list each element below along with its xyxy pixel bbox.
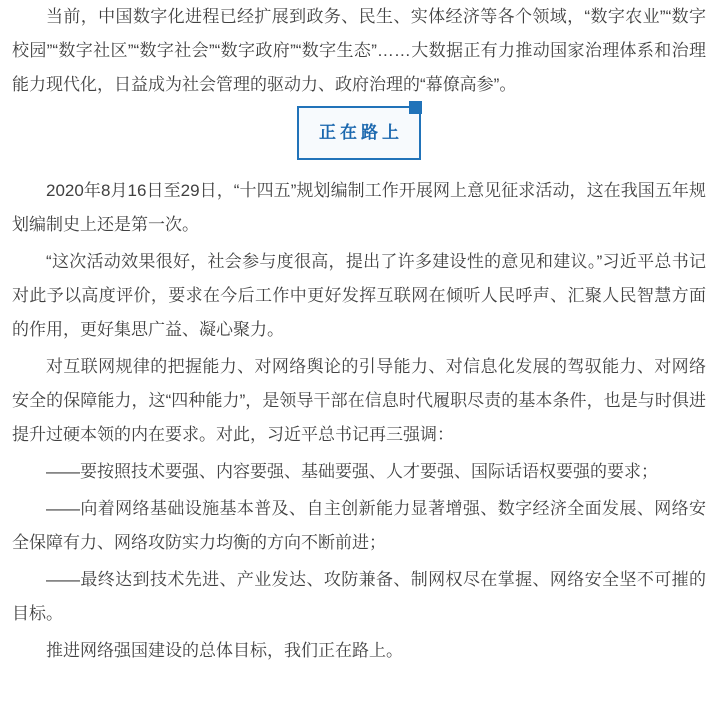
article-paragraph: 2020年8月16日至29日，“十四五”规划编制工作开展网上意见征求活动，这在我国五年规划编制史上还是第一次。 (12, 181, 706, 234)
article-paragraph: ——向着网络基础设施基本普及、自主创新能力显著增强、数字经济全面发展、网络安全保障有力、网络攻防实力均衡的方向不断前进； (12, 499, 706, 552)
article-paragraph: ——要按照技术要强、内容要强、基础要强、人才要强、国际话语权要强的要求； (46, 462, 658, 481)
article-paragraph: 推进网络强国建设的总体目标，我们正在路上。 (46, 641, 403, 660)
section-header-box (297, 106, 421, 160)
article-paragraph-intro: 当前，中国数字化进程已经扩展到政务、民生、实体经济等各个领域，“数字农业”“数字校园”“数字社区”“数字社会”“数字政府”“数字生态”……大数据正有力推动国家治理体系和治理能力现代化，日益成为社会管理的驱动力、政府治理的“幕僚高参”。 (12, 7, 706, 94)
section-header (12, 106, 706, 160)
article-paragraph: 对互联网规律的把握能力、对网络舆论的引导能力、对信息化发展的驾驭能力、对网络安全的保障能力，这“四种能力”，是领导干部在信息时代履职尽责的基本条件，也是与时俱进提升过硬本领的内在要求。对此，习近平总书记再三强调： (12, 357, 706, 444)
corner-accent-square-icon (409, 101, 422, 114)
article-paragraph: ——最终达到技术先进、产业发达、攻防兼备、制网权尽在掌握、网络安全坚不可摧的目标。 (12, 570, 706, 623)
section-header-label: 正在路上 (319, 123, 403, 142)
article-paragraph: “这次活动效果很好，社会参与度很高，提出了许多建设性的意见和建议。”习近平总书记对此予以高度评价，要求在今后工作中更好发挥互联网在倾听人民呼声、汇聚人民智慧方面的作用，更好集思广益、凝心聚力。 (12, 252, 706, 339)
